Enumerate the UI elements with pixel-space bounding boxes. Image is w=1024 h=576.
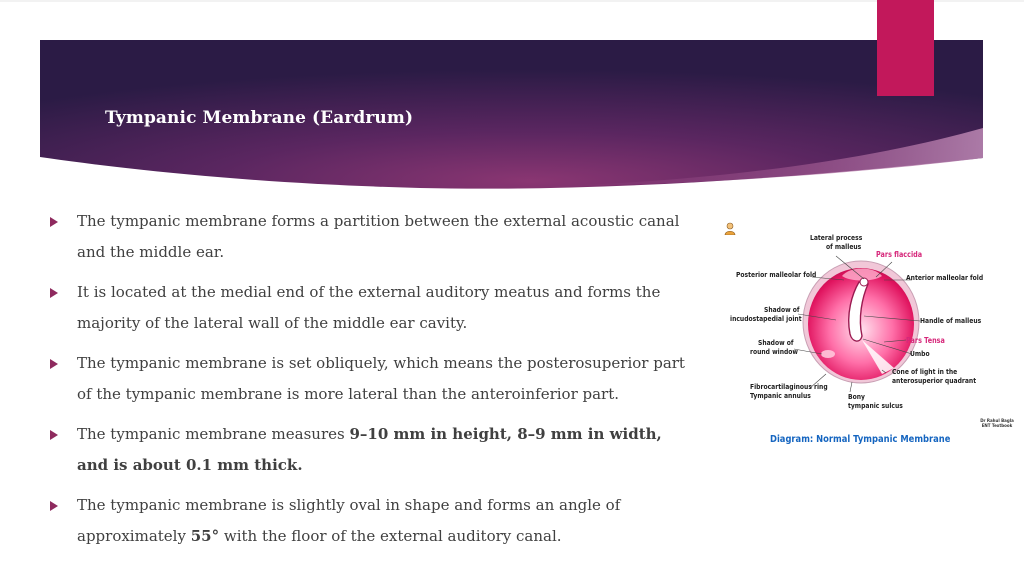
label-tympanic-annulus: Tympanic annulus bbox=[750, 392, 811, 400]
label-bony: Bony bbox=[848, 393, 865, 401]
label-fibrocartilaginous: Fibrocartilaginous ring bbox=[750, 383, 828, 391]
bullet-bold-text: 55° bbox=[190, 527, 220, 545]
bullet-arrow-icon bbox=[50, 288, 58, 298]
label-shadow-round-2: round window bbox=[750, 348, 798, 356]
label-posterior-fold: Posterior malleolar fold bbox=[736, 271, 817, 279]
label-shadow-round: Shadow of bbox=[758, 339, 794, 347]
list-item bbox=[46, 348, 696, 410]
list-item bbox=[46, 490, 696, 552]
title-banner bbox=[0, 0, 1024, 200]
list-item bbox=[46, 206, 696, 268]
author-name: Dr Rahul Bagla bbox=[980, 418, 1014, 423]
author-book: ENT Textbook bbox=[981, 423, 1013, 428]
bullet-text: The tympanic membrane is slightly oval in shape and forms an angle of approximately bbox=[77, 496, 621, 545]
label-umbo: Umbo bbox=[910, 350, 930, 358]
bullet-text: with the floor of the external auditory canal. bbox=[219, 527, 562, 545]
tympanic-membrane-diagram bbox=[724, 222, 1020, 452]
bullet-arrow-icon bbox=[50, 359, 58, 369]
bullet-text: The tympanic membrane is set obliquely, which means the posterosuperior part of the tympanic membrane is more lateral than the anteroinferior part. bbox=[77, 354, 685, 403]
label-anterior-fold: Anterior malleolar fold bbox=[906, 274, 984, 282]
label-cone-of-light-2: anterosuperior quadrant bbox=[892, 377, 977, 385]
page-title: Tympanic Membrane (Eardrum) bbox=[105, 108, 414, 128]
bullet-text: It is located at the medial end of the external auditory meatus and forms the majority of the lateral wall of the middle ear cavity. bbox=[77, 283, 661, 332]
accent-tab bbox=[877, 0, 934, 96]
label-of-malleus: of malleus bbox=[826, 243, 862, 251]
bullet-text: The tympanic membrane forms a partition between the external acoustic canal and the middle ear. bbox=[77, 212, 680, 261]
list-item bbox=[46, 419, 696, 481]
label-pars-tensa: Pars Tensa bbox=[906, 336, 945, 345]
list-item bbox=[46, 277, 696, 339]
label-pars-flaccida: Pars flaccida bbox=[876, 250, 923, 259]
bullet-arrow-icon bbox=[50, 501, 58, 511]
label-handle-malleus: Handle of malleus bbox=[920, 317, 982, 325]
label-tympanic-sulcus: tympanic sulcus bbox=[848, 402, 903, 410]
eardrum-illustration bbox=[724, 222, 1020, 452]
label-cone-of-light: Cone of light in the bbox=[892, 368, 958, 376]
label-shadow-incudo-2: incudostapedial joint bbox=[730, 315, 802, 323]
diagram-caption: Diagram: Normal Tympanic Membrane bbox=[770, 434, 951, 445]
bullet-arrow-icon bbox=[50, 217, 58, 227]
label-lateral-process: Lateral process bbox=[810, 234, 863, 242]
author-credit bbox=[980, 418, 1014, 428]
bullet-arrow-icon bbox=[50, 430, 58, 440]
bullet-text: The tympanic membrane measures bbox=[77, 425, 350, 443]
label-shadow-incudo: Shadow of bbox=[764, 306, 800, 314]
doctor-icon bbox=[724, 222, 736, 235]
bullet-bold-text: 9–10 mm in height, 8–9 mm in width, and is about 0.1 mm thick. bbox=[77, 425, 662, 474]
bullet-list bbox=[46, 206, 696, 561]
